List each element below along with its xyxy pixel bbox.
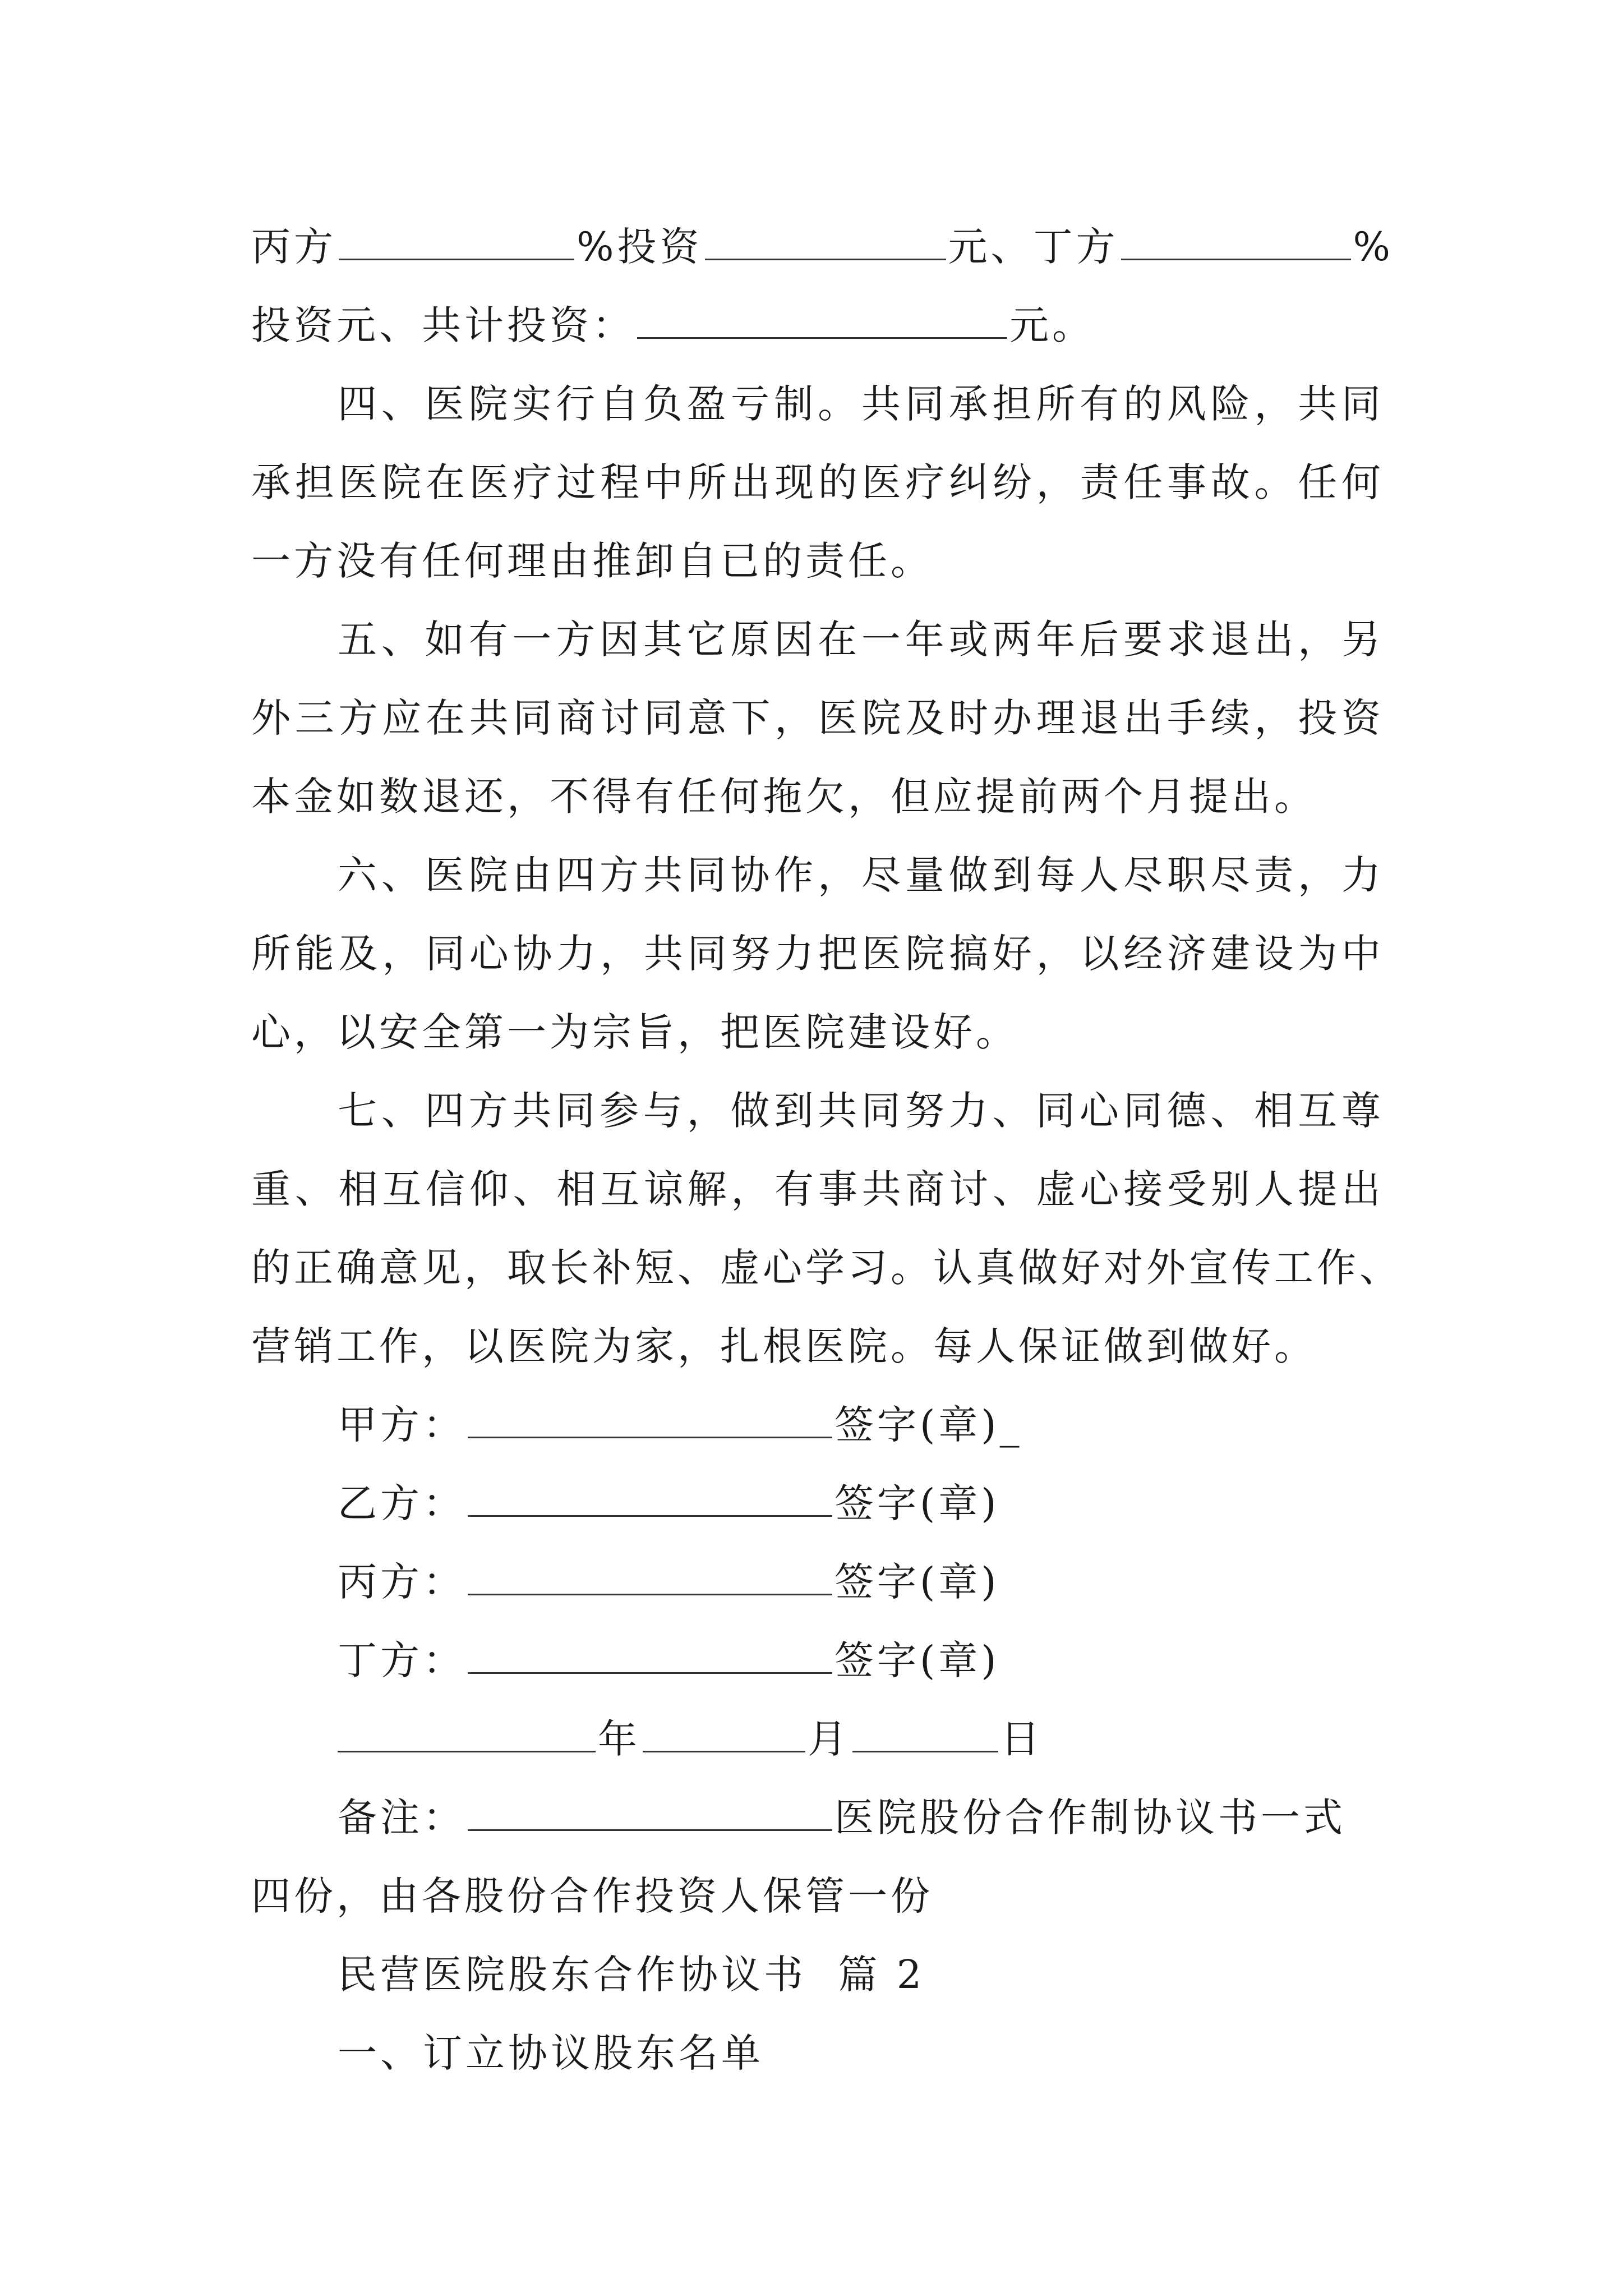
signature-line-party-d: 丁方： 签字(章) bbox=[338, 1637, 1000, 1683]
note-line-1: 备注： 医院股份合作制协议书一式 bbox=[338, 1795, 1346, 1841]
clause-7: 七、四方共同参与，做到共同努力、同心同德、相互尊 重、相互信仰、相互谅解，有事共商讨、虚心接受别人提出 的正确意见，取长补短、虚心学习。认真做好对外宣传工作、 营销工作，以医院为家，扎根医院。每人保证做到做好。 bbox=[251, 1088, 1402, 1369]
document-page bbox=[251, 208, 1402, 2092]
blank-field[interactable] bbox=[1121, 229, 1351, 260]
month-field[interactable] bbox=[643, 1722, 805, 1752]
clause-6: 六、医院由四方共同协作，尽量做到每人尽职尽责，力 所能及，同心协力，共同努力把医院搞好，以经济建设为中 心，以安全第一为宗旨，把医院建设好。 bbox=[251, 852, 1384, 1055]
date-line: 年 月 日 bbox=[251, 1700, 1384, 1778]
day-field[interactable] bbox=[852, 1722, 998, 1752]
signature-line-party-c: 丙方： 签字(章) bbox=[338, 1559, 1000, 1605]
signature-field[interactable] bbox=[468, 1565, 832, 1595]
signature-field[interactable] bbox=[468, 1486, 832, 1517]
blank-field[interactable] bbox=[339, 229, 574, 260]
note-field[interactable] bbox=[468, 1800, 832, 1831]
signature-line-party-a: 甲方： 签字(章)_ bbox=[338, 1402, 1023, 1448]
year-field[interactable] bbox=[338, 1722, 596, 1752]
note-line-2: 四份，由各股份合作投资人保管一份 bbox=[251, 1873, 933, 1919]
blank-field[interactable] bbox=[705, 229, 946, 260]
signature-field[interactable] bbox=[468, 1643, 832, 1674]
clause-5: 五、如有一方因其它原因在一年或两年后要求退出，另 外三方应在共同商讨同意下，医院及时办理退出手续，投资 本金如数退还，不得有任何拖欠，但应提前两个月提出。 bbox=[251, 616, 1384, 820]
investment-line-1: 丙方 %投资 元、丁方 % bbox=[251, 224, 1394, 270]
section-item: 一、订立协议股东名单 bbox=[338, 2030, 764, 2076]
investment-line-2: 投资元、共计投资： 元。 bbox=[251, 302, 1095, 348]
signature-field[interactable] bbox=[468, 1407, 832, 1438]
signature-line-party-b: 乙方： 签字(章) bbox=[338, 1480, 1000, 1526]
blank-field[interactable] bbox=[637, 308, 1007, 339]
section-title: 民营医院股东合作协议书 篇 2 bbox=[338, 1952, 925, 1998]
clause-4: 四、医院实行自负盈亏制。共同承担所有的风险，共同 承担医院在医疗过程中所出现的医疗纠纷，责任事故。任何 一方没有任何理由推卸自已的责任。 bbox=[251, 381, 1384, 584]
